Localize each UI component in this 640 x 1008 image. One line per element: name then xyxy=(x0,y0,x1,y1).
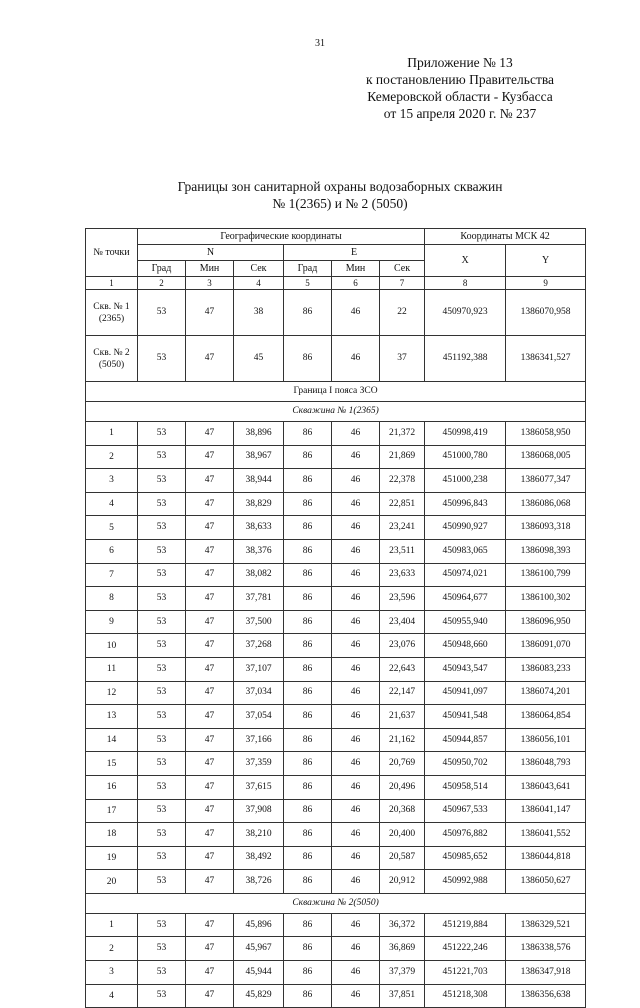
cell-em: 46 xyxy=(332,728,380,752)
cell-n: 9 xyxy=(86,610,138,634)
cell-nm: 47 xyxy=(186,984,234,1008)
table-row xyxy=(86,799,586,823)
cell-nd: 53 xyxy=(138,846,186,870)
col-number: 4 xyxy=(234,277,284,290)
table-row xyxy=(86,728,586,752)
page-number: 31 xyxy=(315,38,325,49)
well1-title-row xyxy=(86,402,586,422)
cell-n: 13 xyxy=(86,705,138,729)
cell-es: 22 xyxy=(380,290,425,336)
table-row xyxy=(86,469,586,493)
cell-x: 450983,065 xyxy=(425,539,506,563)
section-title: Граница I пояса ЗСО xyxy=(86,382,586,402)
cell-n: 19 xyxy=(86,846,138,870)
cell-ed: 86 xyxy=(284,563,332,587)
cell-nm: 47 xyxy=(186,913,234,937)
cell-nd: 53 xyxy=(138,587,186,611)
col-number: 2 xyxy=(138,277,186,290)
cell-es: 23,596 xyxy=(380,587,425,611)
cell-nd: 53 xyxy=(138,823,186,847)
cell-em: 46 xyxy=(332,984,380,1008)
table-row xyxy=(86,823,586,847)
cell-ed: 86 xyxy=(284,610,332,634)
cell-y: 1386091,070 xyxy=(506,634,586,658)
cell-em: 46 xyxy=(332,492,380,516)
cell-nd: 53 xyxy=(138,775,186,799)
cell-ed: 86 xyxy=(284,445,332,469)
cell-nm: 47 xyxy=(186,799,234,823)
cell-n: 4 xyxy=(86,984,138,1008)
cell-nm: 47 xyxy=(186,563,234,587)
cell-nd: 53 xyxy=(138,492,186,516)
cell-y: 1386086,068 xyxy=(506,492,586,516)
cell-em: 46 xyxy=(332,539,380,563)
cell-ns: 38,492 xyxy=(234,846,284,870)
cell-y: 1386356,638 xyxy=(506,984,586,1008)
cell-es: 23,076 xyxy=(380,634,425,658)
cell-ed: 86 xyxy=(284,728,332,752)
cell-ed: 86 xyxy=(284,937,332,961)
cell-y: 1386096,950 xyxy=(506,610,586,634)
cell-ns: 37,268 xyxy=(234,634,284,658)
cell-nm: 47 xyxy=(186,336,234,382)
cell-em: 46 xyxy=(332,422,380,446)
cell-nm: 47 xyxy=(186,657,234,681)
cell-ns: 37,034 xyxy=(234,681,284,705)
cell-nd: 53 xyxy=(138,469,186,493)
cell-x: 451221,703 xyxy=(425,961,506,985)
cell-es: 20,912 xyxy=(380,870,425,894)
cell-ns: 38,210 xyxy=(234,823,284,847)
cell-y: 1386329,521 xyxy=(506,913,586,937)
col-number: 1 xyxy=(86,277,138,290)
table-row xyxy=(86,846,586,870)
cell-ed: 86 xyxy=(284,984,332,1008)
cell-n: 16 xyxy=(86,775,138,799)
cell-y: 1386093,318 xyxy=(506,516,586,540)
cell-es: 21,869 xyxy=(380,445,425,469)
cell-x: 450990,927 xyxy=(425,516,506,540)
cell-es: 23,633 xyxy=(380,563,425,587)
cell-es: 22,851 xyxy=(380,492,425,516)
table-row xyxy=(86,705,586,729)
cell-y: 1386070,958 xyxy=(506,290,586,336)
cell-em: 46 xyxy=(332,336,380,382)
well1-title: Скважина № 1(2365) xyxy=(86,402,586,422)
cell-em: 46 xyxy=(332,587,380,611)
cell-em: 46 xyxy=(332,657,380,681)
cell-ed: 86 xyxy=(284,336,332,382)
cell-y: 1386058,950 xyxy=(506,422,586,446)
table-row xyxy=(86,610,586,634)
cell-x: 450985,652 xyxy=(425,846,506,870)
table-row xyxy=(86,961,586,985)
cell-ns: 45,967 xyxy=(234,937,284,961)
cell-y: 1386068,005 xyxy=(506,445,586,469)
cell-ed: 86 xyxy=(284,516,332,540)
cell-es: 37,851 xyxy=(380,984,425,1008)
cell-n: 4 xyxy=(86,492,138,516)
col-number: 6 xyxy=(332,277,380,290)
table-row xyxy=(86,516,586,540)
cell-n: 1 xyxy=(86,422,138,446)
cell-nd: 53 xyxy=(138,516,186,540)
cell-x: 450998,419 xyxy=(425,422,506,446)
cell-y: 1386098,393 xyxy=(506,539,586,563)
cell-ns: 38,726 xyxy=(234,870,284,894)
cell-ns: 37,107 xyxy=(234,657,284,681)
cell-x: 450948,660 xyxy=(425,634,506,658)
cell-nd: 53 xyxy=(138,657,186,681)
cell-ed: 86 xyxy=(284,422,332,446)
cell-ns: 45,944 xyxy=(234,961,284,985)
cell-nm: 47 xyxy=(186,752,234,776)
cell-ns: 37,054 xyxy=(234,705,284,729)
cell-em: 46 xyxy=(332,290,380,336)
cell-em: 46 xyxy=(332,563,380,587)
table-row xyxy=(86,657,586,681)
cell-x: 450974,021 xyxy=(425,563,506,587)
cell-y: 1386043,641 xyxy=(506,775,586,799)
cell-nm: 47 xyxy=(186,775,234,799)
cell-ns: 38 xyxy=(234,290,284,336)
table-row xyxy=(86,984,586,1008)
cell-y: 1386347,918 xyxy=(506,961,586,985)
cell-ed: 86 xyxy=(284,913,332,937)
cell-es: 23,511 xyxy=(380,539,425,563)
cell-x: 450970,923 xyxy=(425,290,506,336)
cell-es: 22,643 xyxy=(380,657,425,681)
cell-nd: 53 xyxy=(138,870,186,894)
col-number: 3 xyxy=(186,277,234,290)
cell-nm: 47 xyxy=(186,539,234,563)
appendix-header xyxy=(340,54,580,122)
cell-em: 46 xyxy=(332,752,380,776)
header-e-deg: Град xyxy=(284,261,332,277)
cell-nm: 47 xyxy=(186,445,234,469)
cell-nd: 53 xyxy=(138,961,186,985)
cell-n: 11 xyxy=(86,657,138,681)
well2-title: Скважина № 2(5050) xyxy=(86,893,586,913)
cell-ed: 86 xyxy=(284,846,332,870)
cell-ed: 86 xyxy=(284,961,332,985)
cell-n: 10 xyxy=(86,634,138,658)
header-e-min: Мин xyxy=(332,261,380,277)
cell-x: 451000,780 xyxy=(425,445,506,469)
cell-y: 1386050,627 xyxy=(506,870,586,894)
cell-x: 450992,988 xyxy=(425,870,506,894)
cell-ns: 45 xyxy=(234,336,284,382)
header-y: Y xyxy=(506,245,586,277)
cell-y: 1386100,799 xyxy=(506,563,586,587)
cell-nm: 47 xyxy=(186,634,234,658)
cell-nm: 47 xyxy=(186,728,234,752)
cell-y: 1386338,576 xyxy=(506,937,586,961)
cell-nm: 47 xyxy=(186,610,234,634)
well-row xyxy=(86,336,586,382)
cell-es: 37 xyxy=(380,336,425,382)
table-row xyxy=(86,937,586,961)
cell-y: 1386064,854 xyxy=(506,705,586,729)
cell-x: 450955,940 xyxy=(425,610,506,634)
header-n: N xyxy=(138,245,284,261)
cell-nm: 47 xyxy=(186,492,234,516)
cell-nd: 53 xyxy=(138,445,186,469)
appendix-line-3: Кемеровской области - Кузбасса xyxy=(367,89,553,104)
cell-nd: 53 xyxy=(138,913,186,937)
cell-em: 46 xyxy=(332,913,380,937)
cell-x: 451219,884 xyxy=(425,913,506,937)
cell-ed: 86 xyxy=(284,587,332,611)
cell-ns: 38,376 xyxy=(234,539,284,563)
appendix-line-1: Приложение № 13 xyxy=(407,55,513,70)
title-line-2: № 1(2365) и № 2 (5050) xyxy=(272,196,408,211)
cell-x: 450944,857 xyxy=(425,728,506,752)
cell-nm: 47 xyxy=(186,705,234,729)
cell-ns: 37,359 xyxy=(234,752,284,776)
header-e-sec: Сек xyxy=(380,261,425,277)
cell-ns: 37,166 xyxy=(234,728,284,752)
cell-es: 20,587 xyxy=(380,846,425,870)
cell-x: 450964,677 xyxy=(425,587,506,611)
cell-y: 1386056,101 xyxy=(506,728,586,752)
cell-n: 14 xyxy=(86,728,138,752)
cell-n: Скв. № 2 (5050) xyxy=(86,336,138,382)
cell-nm: 47 xyxy=(186,469,234,493)
cell-nm: 47 xyxy=(186,823,234,847)
cell-ed: 86 xyxy=(284,705,332,729)
cell-ed: 86 xyxy=(284,799,332,823)
appendix-line-2: к постановлению Правительства xyxy=(365,72,555,87)
table-row xyxy=(86,752,586,776)
cell-y: 1386100,302 xyxy=(506,587,586,611)
cell-n: 3 xyxy=(86,961,138,985)
cell-x: 450950,702 xyxy=(425,752,506,776)
col-number: 9 xyxy=(506,277,586,290)
cell-em: 46 xyxy=(332,846,380,870)
cell-ns: 37,908 xyxy=(234,799,284,823)
cell-nm: 47 xyxy=(186,587,234,611)
cell-n: 7 xyxy=(86,563,138,587)
table-row xyxy=(86,563,586,587)
cell-em: 46 xyxy=(332,610,380,634)
cell-n: 20 xyxy=(86,870,138,894)
table-row xyxy=(86,445,586,469)
cell-es: 22,147 xyxy=(380,681,425,705)
cell-nd: 53 xyxy=(138,563,186,587)
cell-nd: 53 xyxy=(138,937,186,961)
cell-nd: 53 xyxy=(138,336,186,382)
document-title xyxy=(80,178,600,212)
cell-es: 23,404 xyxy=(380,610,425,634)
cell-ed: 86 xyxy=(284,681,332,705)
cell-nm: 47 xyxy=(186,870,234,894)
cell-ed: 86 xyxy=(284,775,332,799)
cell-nm: 47 xyxy=(186,937,234,961)
cell-ed: 86 xyxy=(284,752,332,776)
cell-y: 1386074,201 xyxy=(506,681,586,705)
header-n-min: Мин xyxy=(186,261,234,277)
cell-x: 450941,097 xyxy=(425,681,506,705)
cell-ed: 86 xyxy=(284,539,332,563)
cell-es: 22,378 xyxy=(380,469,425,493)
table-row xyxy=(86,775,586,799)
header-e: E xyxy=(284,245,425,261)
cell-nd: 53 xyxy=(138,422,186,446)
cell-nd: 53 xyxy=(138,610,186,634)
cell-ns: 38,633 xyxy=(234,516,284,540)
cell-es: 20,368 xyxy=(380,799,425,823)
cell-ns: 38,896 xyxy=(234,422,284,446)
cell-n: 18 xyxy=(86,823,138,847)
cell-nd: 53 xyxy=(138,752,186,776)
cell-es: 36,372 xyxy=(380,913,425,937)
cell-ed: 86 xyxy=(284,492,332,516)
cell-em: 46 xyxy=(332,634,380,658)
cell-es: 21,162 xyxy=(380,728,425,752)
cell-es: 20,400 xyxy=(380,823,425,847)
table-row xyxy=(86,492,586,516)
cell-nm: 47 xyxy=(186,961,234,985)
cell-ed: 86 xyxy=(284,290,332,336)
coordinates-table xyxy=(85,228,586,1008)
cell-y: 1386044,818 xyxy=(506,846,586,870)
cell-nm: 47 xyxy=(186,516,234,540)
cell-ns: 37,615 xyxy=(234,775,284,799)
cell-em: 46 xyxy=(332,705,380,729)
cell-y: 1386048,793 xyxy=(506,752,586,776)
cell-nd: 53 xyxy=(138,634,186,658)
well-row xyxy=(86,290,586,336)
table-row xyxy=(86,681,586,705)
cell-ed: 86 xyxy=(284,469,332,493)
cell-es: 20,769 xyxy=(380,752,425,776)
cell-nd: 53 xyxy=(138,728,186,752)
appendix-line-4: от 15 апреля 2020 г. № 237 xyxy=(383,106,537,121)
cell-n: 17 xyxy=(86,799,138,823)
col-number: 7 xyxy=(380,277,425,290)
cell-x: 450976,882 xyxy=(425,823,506,847)
cell-n: 2 xyxy=(86,445,138,469)
cell-x: 451000,238 xyxy=(425,469,506,493)
cell-x: 450958,514 xyxy=(425,775,506,799)
cell-em: 46 xyxy=(332,870,380,894)
cell-ns: 37,500 xyxy=(234,610,284,634)
cell-nd: 53 xyxy=(138,681,186,705)
cell-ns: 38,944 xyxy=(234,469,284,493)
cell-n: 2 xyxy=(86,937,138,961)
cell-x: 451218,308 xyxy=(425,984,506,1008)
cell-ns: 45,896 xyxy=(234,913,284,937)
table-row xyxy=(86,422,586,446)
cell-em: 46 xyxy=(332,775,380,799)
cell-n: 12 xyxy=(86,681,138,705)
cell-nd: 53 xyxy=(138,290,186,336)
cell-ns: 37,781 xyxy=(234,587,284,611)
cell-n: 8 xyxy=(86,587,138,611)
cell-ns: 45,829 xyxy=(234,984,284,1008)
cell-es: 37,379 xyxy=(380,961,425,985)
col-number: 5 xyxy=(284,277,332,290)
cell-x: 450996,843 xyxy=(425,492,506,516)
cell-nm: 47 xyxy=(186,846,234,870)
header-msk-coordinates: Координаты МСК 42 xyxy=(425,229,586,245)
cell-nm: 47 xyxy=(186,681,234,705)
well2-title-row xyxy=(86,893,586,913)
cell-x: 451222,246 xyxy=(425,937,506,961)
cell-x: 451192,388 xyxy=(425,336,506,382)
cell-es: 21,637 xyxy=(380,705,425,729)
cell-y: 1386041,552 xyxy=(506,823,586,847)
header-n-deg: Град xyxy=(138,261,186,277)
cell-y: 1386341,527 xyxy=(506,336,586,382)
cell-n: Скв. № 1 (2365) xyxy=(86,290,138,336)
table-row xyxy=(86,870,586,894)
table-row xyxy=(86,587,586,611)
cell-nm: 47 xyxy=(186,422,234,446)
cell-em: 46 xyxy=(332,516,380,540)
cell-nd: 53 xyxy=(138,984,186,1008)
cell-ed: 86 xyxy=(284,657,332,681)
cell-nd: 53 xyxy=(138,799,186,823)
header-point-number: № точки xyxy=(86,229,138,277)
header-x: X xyxy=(425,245,506,277)
cell-nd: 53 xyxy=(138,539,186,563)
table-row xyxy=(86,539,586,563)
cell-em: 46 xyxy=(332,961,380,985)
cell-x: 450941,548 xyxy=(425,705,506,729)
cell-nm: 47 xyxy=(186,290,234,336)
cell-n: 1 xyxy=(86,913,138,937)
cell-n: 6 xyxy=(86,539,138,563)
cell-ns: 38,967 xyxy=(234,445,284,469)
table-row xyxy=(86,913,586,937)
table-row xyxy=(86,634,586,658)
cell-em: 46 xyxy=(332,681,380,705)
cell-es: 20,496 xyxy=(380,775,425,799)
cell-ed: 86 xyxy=(284,634,332,658)
cell-ed: 86 xyxy=(284,870,332,894)
cell-ns: 38,082 xyxy=(234,563,284,587)
cell-x: 450967,533 xyxy=(425,799,506,823)
cell-em: 46 xyxy=(332,937,380,961)
col-number: 8 xyxy=(425,277,506,290)
cell-es: 36,869 xyxy=(380,937,425,961)
cell-em: 46 xyxy=(332,799,380,823)
cell-ed: 86 xyxy=(284,823,332,847)
cell-n: 3 xyxy=(86,469,138,493)
cell-es: 21,372 xyxy=(380,422,425,446)
cell-x: 450943,547 xyxy=(425,657,506,681)
cell-n: 5 xyxy=(86,516,138,540)
cell-em: 46 xyxy=(332,469,380,493)
cell-ns: 38,829 xyxy=(234,492,284,516)
cell-nd: 53 xyxy=(138,705,186,729)
cell-em: 46 xyxy=(332,823,380,847)
cell-y: 1386083,233 xyxy=(506,657,586,681)
cell-em: 46 xyxy=(332,445,380,469)
section-title-row xyxy=(86,382,586,402)
cell-es: 23,241 xyxy=(380,516,425,540)
cell-y: 1386077,347 xyxy=(506,469,586,493)
cell-y: 1386041,147 xyxy=(506,799,586,823)
header-geo-coordinates: Географические координаты xyxy=(138,229,425,245)
cell-n: 15 xyxy=(86,752,138,776)
title-line-1: Границы зон санитарной охраны водозаборных скважин xyxy=(177,179,503,194)
header-n-sec: Сек xyxy=(234,261,284,277)
